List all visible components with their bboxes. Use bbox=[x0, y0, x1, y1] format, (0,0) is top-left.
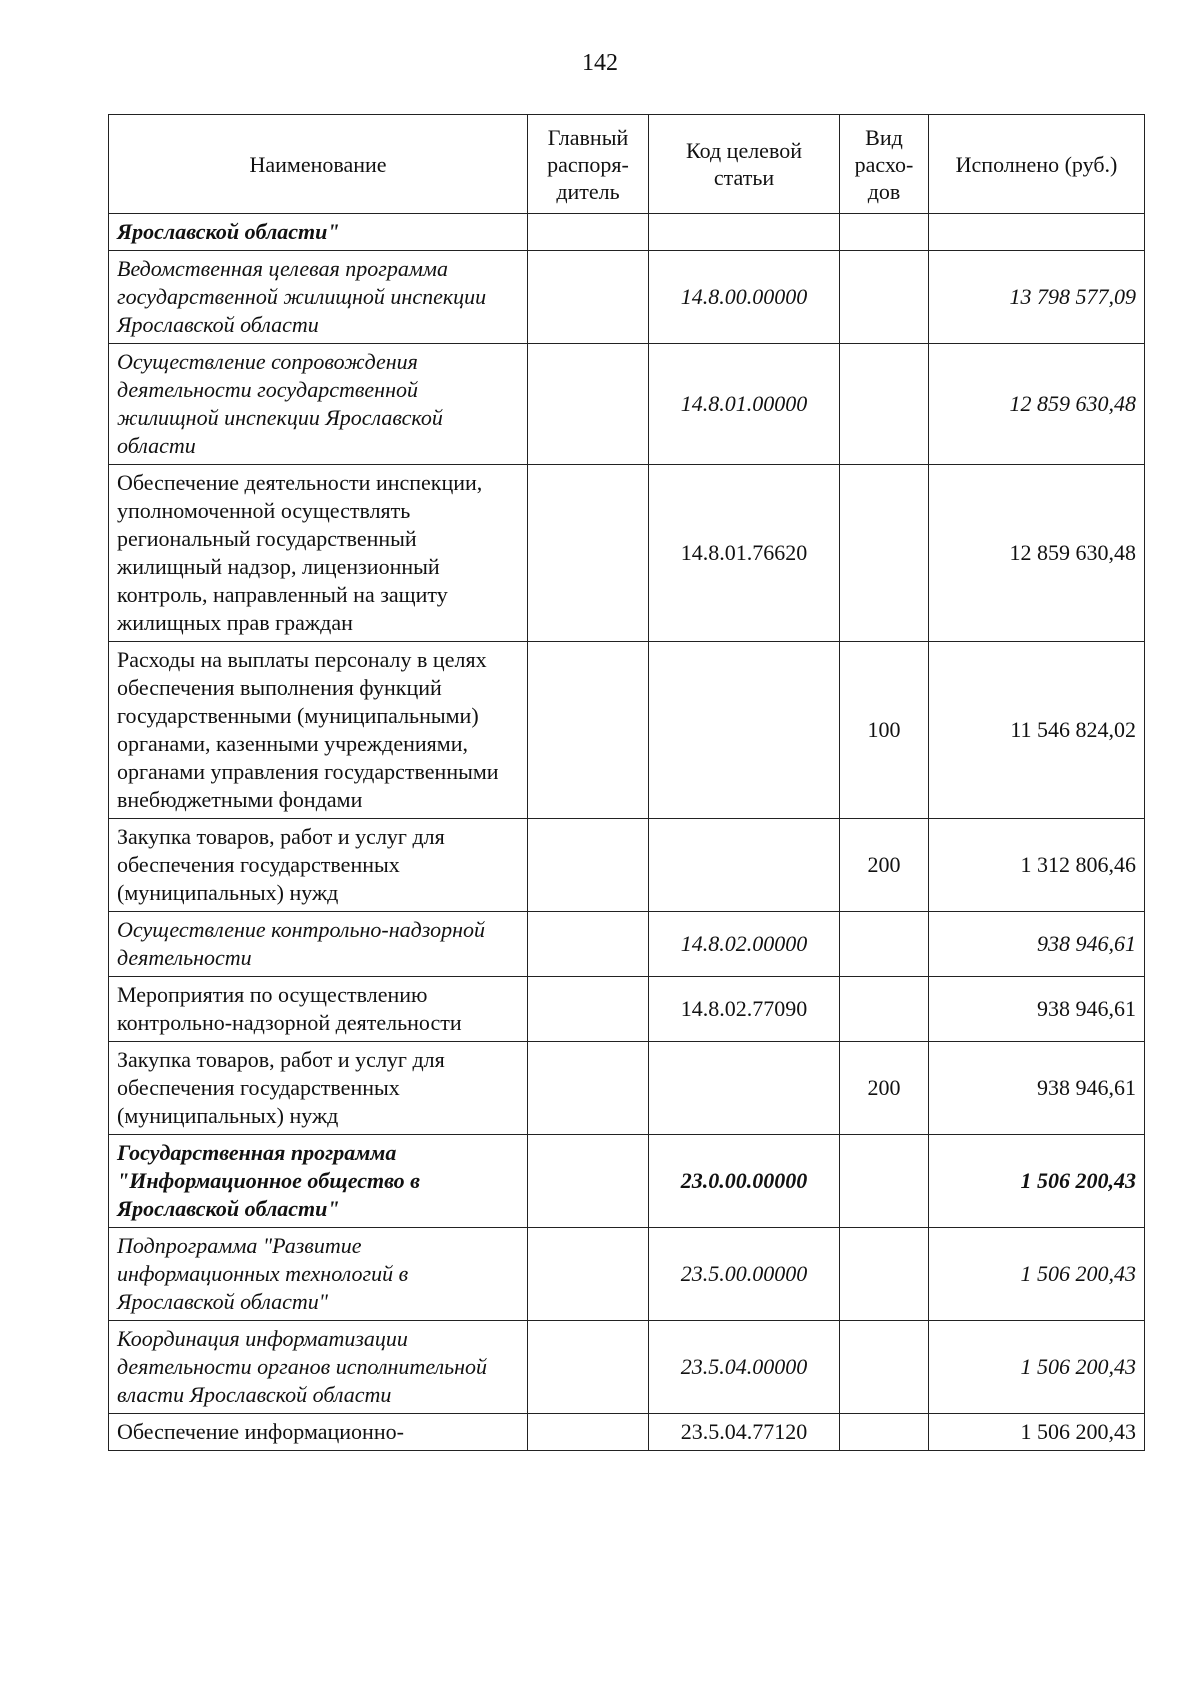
amount-cell: 938 946,61 bbox=[929, 1042, 1145, 1135]
admin-cell bbox=[528, 344, 649, 465]
type-cell: 200 bbox=[840, 1042, 929, 1135]
table-body bbox=[109, 214, 1145, 1451]
table-row bbox=[109, 1042, 1145, 1135]
type-cell bbox=[840, 465, 929, 642]
header-admin: Главный распоря-дитель bbox=[528, 115, 649, 214]
amount-cell: 1 506 200,43 bbox=[929, 1228, 1145, 1321]
admin-cell bbox=[528, 1042, 649, 1135]
table-row bbox=[109, 344, 1145, 465]
table-row bbox=[109, 819, 1145, 912]
type-cell: 200 bbox=[840, 819, 929, 912]
header-row bbox=[109, 115, 1145, 214]
type-cell bbox=[840, 214, 929, 251]
admin-cell bbox=[528, 1228, 649, 1321]
admin-cell bbox=[528, 465, 649, 642]
type-cell bbox=[840, 977, 929, 1042]
amount-cell: 12 859 630,48 bbox=[929, 465, 1145, 642]
name-cell: Подпрограмма "Развитие информационных технологий в Ярославской области" bbox=[109, 1228, 528, 1321]
header-type: Вид расхо-дов bbox=[840, 115, 929, 214]
code-cell bbox=[649, 1042, 840, 1135]
admin-cell bbox=[528, 251, 649, 344]
table-row bbox=[109, 912, 1145, 977]
type-cell bbox=[840, 1228, 929, 1321]
code-cell: 14.8.00.00000 bbox=[649, 251, 840, 344]
name-cell: Обеспечение информационно- bbox=[109, 1414, 528, 1451]
table-row bbox=[109, 251, 1145, 344]
budget-table bbox=[108, 114, 1145, 1451]
amount-cell: 12 859 630,48 bbox=[929, 344, 1145, 465]
code-cell bbox=[649, 642, 840, 819]
type-cell bbox=[840, 912, 929, 977]
amount-cell: 938 946,61 bbox=[929, 977, 1145, 1042]
table-row bbox=[109, 214, 1145, 251]
type-cell bbox=[840, 344, 929, 465]
name-cell: Осуществление контрольно-надзорной деятельности bbox=[109, 912, 528, 977]
amount-cell: 13 798 577,09 bbox=[929, 251, 1145, 344]
type-cell: 100 bbox=[840, 642, 929, 819]
name-cell: Мероприятия по осуществлению контрольно-надзорной деятельности bbox=[109, 977, 528, 1042]
code-cell bbox=[649, 819, 840, 912]
admin-cell bbox=[528, 1135, 649, 1228]
code-cell: 14.8.02.00000 bbox=[649, 912, 840, 977]
type-cell bbox=[840, 1321, 929, 1414]
code-cell: 14.8.01.76620 bbox=[649, 465, 840, 642]
name-cell: Обеспечение деятельности инспекции, уполномоченной осуществлять региональный государственный жилищный надзор, лицензионный контроль, направленный на защиту жилищных прав граждан bbox=[109, 465, 528, 642]
amount-cell: 1 506 200,43 bbox=[929, 1414, 1145, 1451]
amount-cell: 11 546 824,02 bbox=[929, 642, 1145, 819]
amount-cell: 938 946,61 bbox=[929, 912, 1145, 977]
code-cell: 14.8.02.77090 bbox=[649, 977, 840, 1042]
admin-cell bbox=[528, 912, 649, 977]
header-amount: Исполнено (руб.) bbox=[929, 115, 1145, 214]
name-cell: Ярославской области" bbox=[109, 214, 528, 251]
name-cell: Ведомственная целевая программа государственной жилищной инспекции Ярославской области bbox=[109, 251, 528, 344]
table-row bbox=[109, 642, 1145, 819]
admin-cell bbox=[528, 1414, 649, 1451]
name-cell: Закупка товаров, работ и услуг для обеспечения государственных (муниципальных) нужд bbox=[109, 1042, 528, 1135]
code-cell: 14.8.01.00000 bbox=[649, 344, 840, 465]
name-cell: Расходы на выплаты персоналу в целях обеспечения выполнения функций государственными (муниципальными) органами, казенными учреждениями, органами управления государственными внебюджетными фондами bbox=[109, 642, 528, 819]
table-row bbox=[109, 1321, 1145, 1414]
admin-cell bbox=[528, 642, 649, 819]
name-cell: Закупка товаров, работ и услуг для обеспечения государственных (муниципальных) нужд bbox=[109, 819, 528, 912]
page-number: 142 bbox=[582, 50, 618, 76]
admin-cell bbox=[528, 819, 649, 912]
admin-cell bbox=[528, 977, 649, 1042]
code-cell: 23.0.00.00000 bbox=[649, 1135, 840, 1228]
table-row bbox=[109, 977, 1145, 1042]
code-cell: 23.5.04.77120 bbox=[649, 1414, 840, 1451]
code-cell bbox=[649, 214, 840, 251]
code-cell: 23.5.00.00000 bbox=[649, 1228, 840, 1321]
table-row bbox=[109, 1414, 1145, 1451]
amount-cell: 1 506 200,43 bbox=[929, 1135, 1145, 1228]
header-name: Наименование bbox=[109, 115, 528, 214]
type-cell bbox=[840, 1414, 929, 1451]
table-row bbox=[109, 1135, 1145, 1228]
admin-cell bbox=[528, 214, 649, 251]
type-cell bbox=[840, 251, 929, 344]
type-cell bbox=[840, 1135, 929, 1228]
table-row bbox=[109, 465, 1145, 642]
header-code: Код целевой статьи bbox=[649, 115, 840, 214]
amount-cell bbox=[929, 214, 1145, 251]
name-cell: Координация информатизации деятельности органов исполнительной власти Ярославской области bbox=[109, 1321, 528, 1414]
name-cell: Государственная программа "Информационное общество в Ярославской области" bbox=[109, 1135, 528, 1228]
amount-cell: 1 506 200,43 bbox=[929, 1321, 1145, 1414]
admin-cell bbox=[528, 1321, 649, 1414]
name-cell: Осуществление сопровождения деятельности государственной жилищной инспекции Ярославской области bbox=[109, 344, 528, 465]
table-row bbox=[109, 1228, 1145, 1321]
amount-cell: 1 312 806,46 bbox=[929, 819, 1145, 912]
code-cell: 23.5.04.00000 bbox=[649, 1321, 840, 1414]
